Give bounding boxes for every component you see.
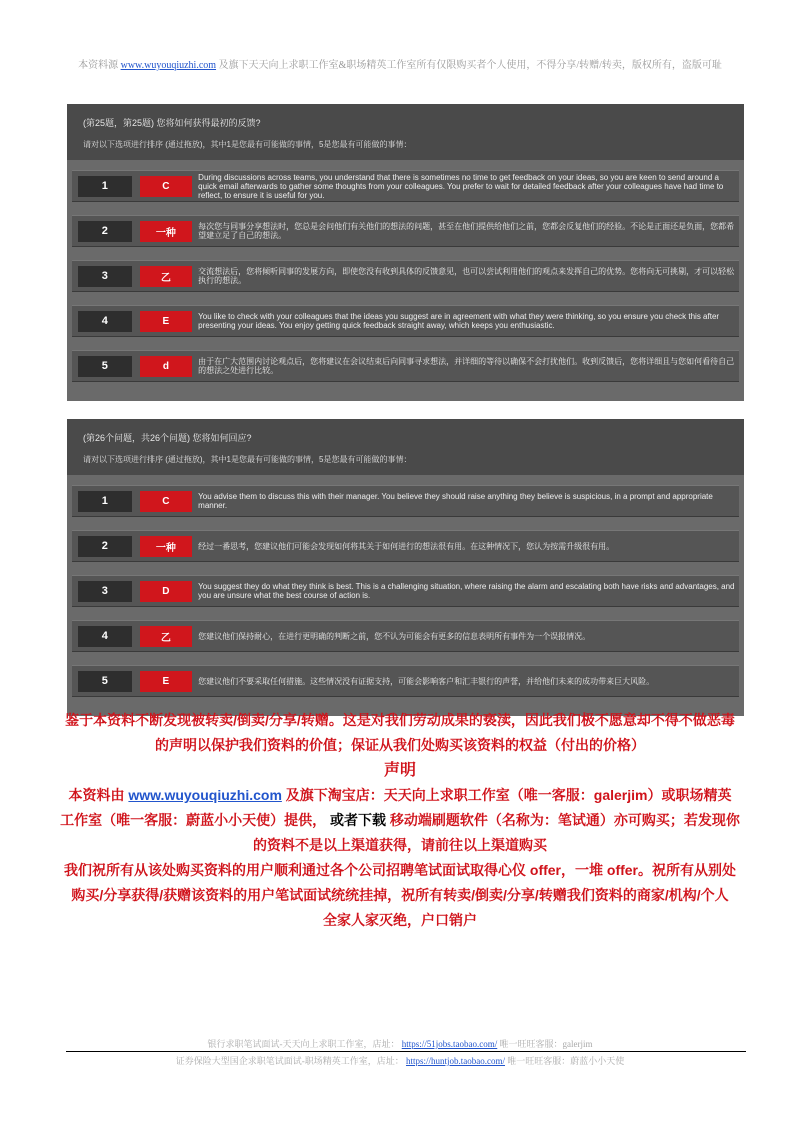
declaration-prefix: 本资料由 (68, 787, 125, 803)
wish-line: 购买/分享获得/获赠该资料的用户笔试面试统统挂掉，祝所有转卖/倒卖/分享/转赠我们资料的商家/机构/个人 (71, 887, 729, 903)
option-letter: C (140, 176, 193, 197)
option-text: You advise them to discuss this with their manager. You believe they should raise anything they believe is suspicious, in a prompt and appropriate manner. (198, 492, 713, 510)
wish-line: 我们祝所有从该处购买资料的用户顺利通过各个公司招聘笔试面试取得心仪 offer，一堆 offer。祝所有从别处 (64, 862, 736, 878)
copyright-notice (60, 708, 740, 933)
declaration-text: 移动端刷题软件（名称为：笔试通）亦可购买；若发现你 (389, 812, 740, 828)
option-letter: C (140, 491, 193, 512)
ranking-row[interactable] (72, 170, 739, 202)
footer-shop-link[interactable]: https://51jobs.taobao.com/ (401, 1039, 498, 1049)
declaration-site-link[interactable]: www.wuyouqiuzhi.com (128, 787, 282, 803)
declaration-text: 及旗下淘宝店：天天向上求职工作室（唯一客服：galerjim）或职场精英 (285, 787, 732, 803)
question-instruction: 请对以下选项进行排序 (通过拖放)，其中1是您最有可能做的事情，5是您最有可能做的事情： (83, 455, 412, 464)
declaration-text-black: 或者下载 (330, 812, 386, 828)
ranking-row[interactable] (72, 215, 739, 247)
rank-number: 3 (78, 581, 132, 602)
option-text: You like to check with your colleagues that the ideas you suggest are in agreement with what they were thinking, so you ensure you check this after presenting your ideas. You enjoy getting quick feedback straight away, which keeps you enthusiastic. (198, 312, 720, 330)
ranking-row[interactable] (72, 575, 739, 607)
ranking-list (67, 475, 744, 716)
rank-number: 2 (78, 536, 132, 557)
rank-number: 1 (78, 491, 132, 512)
footer-text: 证券保险大型国企求职笔试面试-职场精英工作室，店址： (175, 1056, 404, 1066)
wish-line: 全家人家灭绝，户口销户 (323, 912, 477, 928)
ranking-row[interactable] (72, 485, 739, 517)
question-title: (第26个问题，共26个问题) 您将如何回应? (83, 433, 252, 443)
option-text: During discussions across teams, you understand that there is sometimes no time to get feedback on your ideas, so you are keen to send around a quick email afterwards to gather some thoughts from your colleagues. You prefer to wait for detailed feedback after your colleagues have had time to reflect, to ensure it is useful for you. (198, 172, 724, 200)
option-letter: 乙 (140, 266, 193, 287)
rank-number: 2 (78, 221, 132, 242)
option-letter: d (140, 356, 193, 377)
footer-text: 唯一旺旺客服：蔚蓝小小天使 (507, 1056, 625, 1066)
option-text: You suggest they do what they think is best. This is a challenging situation, where raising the alarm and escalating both have risks and advantages, and you are unsure what the best course of action is. (198, 582, 735, 600)
question-header (67, 419, 744, 475)
question-instruction: 请对以下选项进行排序 (通过拖放)，其中1是您最有可能做的事情，5是您最有可能做的事情： (83, 140, 412, 149)
rank-number: 1 (78, 176, 132, 197)
option-letter: E (140, 311, 193, 332)
rank-number: 3 (78, 266, 132, 287)
question-header (67, 104, 744, 160)
option-text: 由于在广大范围内讨论观点后，您将建议在会议结束后向同事寻求想法，并详细的等待以确保不会打扰他们。收到反馈后，您将详细且与您如何看待自己的想法之处进行比较。 (198, 357, 735, 375)
footer-divider (66, 1051, 746, 1052)
option-letter: D (140, 581, 193, 602)
ranking-row[interactable] (72, 620, 739, 652)
header-suffix: 及旗下天天向上求职工作室&职场精英工作室所有仅限购买者个人使用，不得分享/转赠/转卖，版权所有，盗版可耻 (218, 60, 722, 71)
rank-number: 4 (78, 626, 132, 647)
question-panel-25 (67, 104, 744, 401)
ranking-row[interactable] (72, 350, 739, 382)
question-panel-26 (67, 419, 744, 716)
option-letter: 一种 (140, 221, 193, 242)
option-letter: 一种 (140, 536, 193, 557)
ranking-row[interactable] (72, 305, 739, 337)
declaration-line (60, 783, 740, 808)
rank-number: 5 (78, 356, 132, 377)
option-letter: E (140, 671, 193, 692)
option-text: 您建议他们不要采取任何措施。这些情况没有证据支持，可能会影响客户和汇丰银行的声誉，并给他们未来的成功带来巨大风险。 (198, 676, 655, 686)
ranking-list (67, 160, 744, 401)
declaration-line: 的资料不是以上渠道获得，请前往以上渠道购买 (253, 837, 547, 853)
header-site-link[interactable]: www.wuyouqiuzhi.com (120, 60, 217, 71)
declaration-text: 工作室（唯一客服：蔚蓝小小天使）提供， (60, 812, 327, 828)
ranking-row[interactable] (72, 260, 739, 292)
option-text: 经过一番思考，您建议他们可能会发现如何将其关于如何进行的想法很有用。在这种情况下，您认为按需升级很有用。 (198, 541, 615, 551)
ranking-row[interactable] (72, 530, 739, 562)
header-copyright-note (0, 56, 800, 71)
footer-line-1 (0, 1037, 800, 1050)
footer-text: 唯一旺旺客服：galerjim (499, 1039, 593, 1049)
option-text: 交流想法后，您将倾听同事的发展方向，即使您没有收到具体的反馈意见，也可以尝试利用他们的观点来发挥自己的优势。您将向无可挑剔，才可以轻松执行的想法。 (198, 267, 735, 285)
declaration-line (60, 808, 740, 833)
question-title: (第25题，第25题) 您将如何获得最初的反馈? (83, 118, 261, 128)
option-letter: 乙 (140, 626, 193, 647)
header-prefix: 本资料源 (78, 60, 119, 71)
footer-shop-link[interactable]: https://huntjob.taobao.com/ (405, 1056, 505, 1066)
notice-line: 鉴于本资料不断发现被转卖/倒卖/分享/转赠。这是对我们劳动成果的亵渎，因此我们极不愿意却不得不做恶毒 (65, 712, 735, 728)
option-text: 每次您与同事分享想法时，您总是会问他们有关他们的想法的问题，甚至在他们提供给他们之前，您都会反复他们的经验。不论是正面还是负面，您都希望建立足了自己的想法。 (198, 222, 735, 240)
footer-line-2 (0, 1054, 800, 1067)
declaration-title: 声明 (383, 762, 416, 779)
rank-number: 5 (78, 671, 132, 692)
notice-line: 的声明以保护我们资料的价值；保证从我们处购买该资料的权益（付出的价格） (155, 737, 645, 753)
option-text: 您建议他们保持耐心，在进行更明确的判断之前，您不认为可能会有更多的信息表明所有事件为一个误报情况。 (198, 631, 591, 641)
footer-text: 银行求职笔试面试-天天向上求职工作室，店址： (207, 1039, 400, 1049)
rank-number: 4 (78, 311, 132, 332)
ranking-row[interactable] (72, 665, 739, 697)
